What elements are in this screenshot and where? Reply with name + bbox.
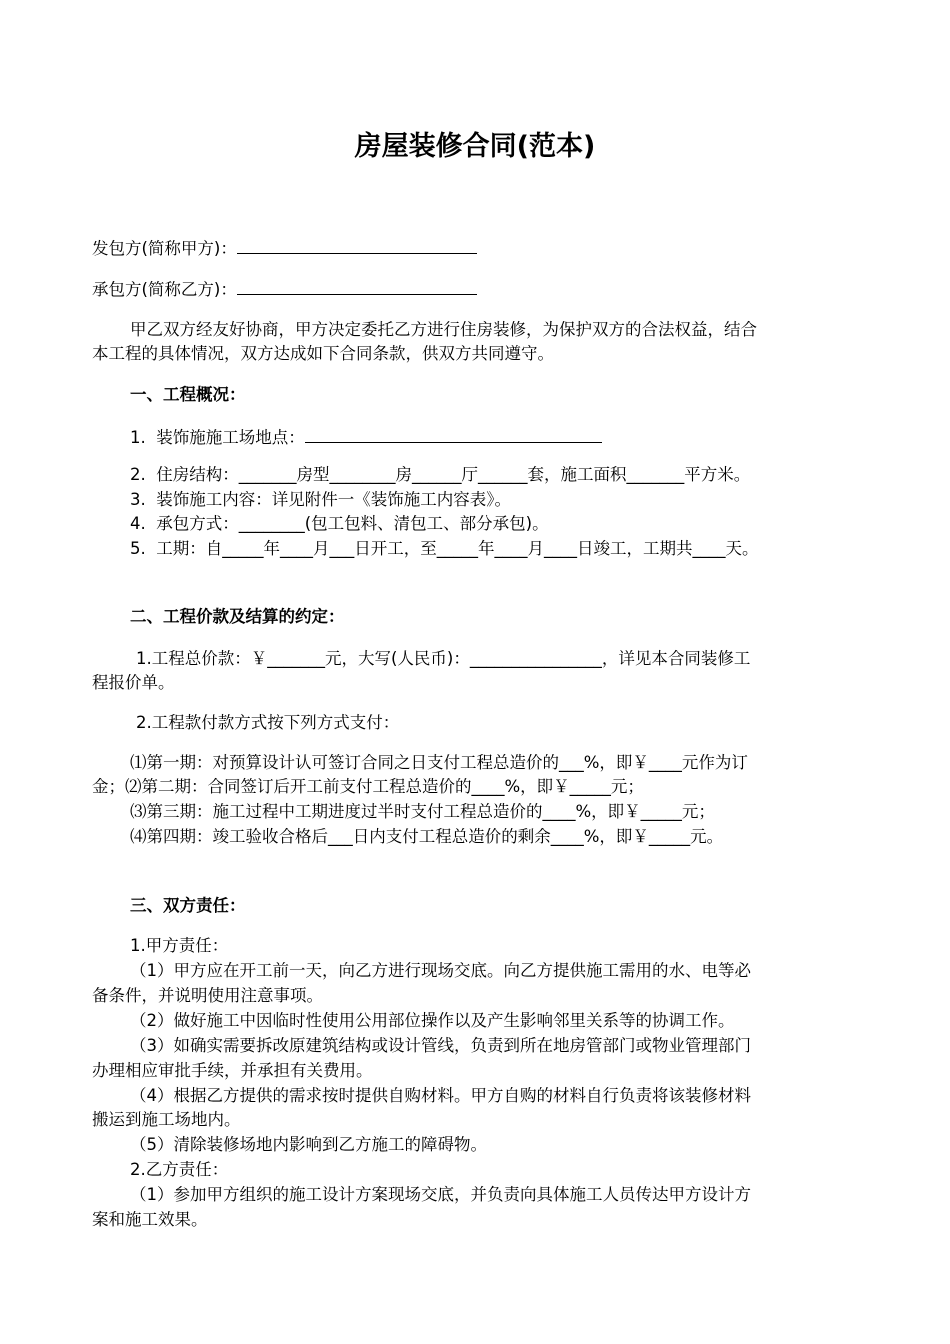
section1-item2: 2. 住房结构：_______房型________房______厅______套，施工面积_______平方米。 [130, 465, 751, 484]
payment-method: 2.工程款付款方式按下列方式支付： [136, 713, 400, 732]
party-a-duty-1: （1）甲方应在开工前一天，向乙方进行现场交底。向乙方提供施工需用的水、电等必 [130, 961, 751, 980]
section1-item3: 3. 装饰施工内容：详见附件一《装饰施工内容表》。 [130, 490, 511, 509]
party-a-duty-2: （2）做好施工中因临时性使用公用部位操作以及产生影响邻里关系等的协调工作。 [130, 1011, 735, 1030]
section1-item4: 4. 承包方式：________(包工包料、清包工、部分承包)。 [130, 514, 549, 533]
party-b-duty-1: （1）参加甲方组织的施工设计方案现场交底，并负责向具体施工人员传达甲方设计方 [130, 1185, 751, 1204]
party-a-duty-3: （3）如确实需要拆改原建筑结构或设计管线，负责到所在地房管部门或物业管理部门 [130, 1036, 751, 1055]
intro-line-2: 本工程的具体情况，双方达成如下合同条款，供双方共同遵守。 [92, 344, 554, 363]
party-b-duty-1-cont: 案和施工效果。 [92, 1210, 208, 1229]
section1-heading: 一、工程概况： [130, 385, 246, 404]
party-b-label: 承包方(简称乙方)： [92, 280, 237, 299]
phase1-line: ⑴第一期：对预算设计认可签订合同之日支付工程总造价的___%，即￥____元作为订 [130, 753, 748, 772]
section2-heading: 二、工程价款及结算的约定： [130, 607, 345, 626]
phase1-phase2-line: 金；⑵第二期：合同签订后开工前支付工程总造价的____%，即￥_____元； [92, 777, 644, 796]
party-a-duty-3-cont: 办理相应审批手续，并承担有关费用。 [92, 1061, 373, 1080]
party-b-blank [237, 276, 477, 295]
party-a-duty-4-cont: 搬运到施工场地内。 [92, 1110, 241, 1129]
document-title: 房屋装修合同(范本) [354, 131, 596, 162]
party-a-duty-5: （5）清除装修场地内影响到乙方施工的障碍物。 [130, 1135, 487, 1154]
item1-label: 1. 装饰施施工场地点： [130, 428, 305, 447]
phase3-line: ⑶第三期：施工过程中工期进度过半时支付工程总造价的____%，即￥_____元； [130, 802, 715, 821]
phase4-line: ⑷第四期：竣工验收合格后___日内支付工程总造价的剩余____%，即￥_____元。 [130, 827, 724, 846]
party-a-duty-1-cont: 备条件，并说明使用注意事项。 [92, 986, 323, 1005]
party-a-blank [237, 235, 477, 254]
party-a-label: 发包方(简称甲方)： [92, 239, 237, 258]
party-a-duty-heading: 1.甲方责任： [130, 936, 229, 955]
party-b-line [92, 276, 477, 302]
price-line-2: 程报价单。 [92, 673, 175, 692]
intro-line-1: 甲乙双方经友好协商，甲方决定委托乙方进行住房装修，为保护双方的合法权益，结合 [130, 320, 757, 339]
party-a-line [92, 235, 477, 261]
section1-item5: 5. 工期：自_____年____月___日开工，至_____年____月____日竣工，工期共____天。 [130, 539, 759, 558]
section1-item1 [130, 424, 602, 450]
site-address-blank [305, 424, 602, 443]
party-b-duty-heading: 2.乙方责任： [130, 1160, 229, 1179]
section3-heading: 三、双方责任： [130, 896, 246, 915]
party-a-duty-4: （4）根据乙方提供的需求按时提供自购材料。甲方自购的材料自行负责将该装修材料 [130, 1086, 751, 1105]
price-line-1: 1.工程总价款：￥_______元，大写(人民币)：________________，详见本合同装修工 [136, 649, 751, 668]
